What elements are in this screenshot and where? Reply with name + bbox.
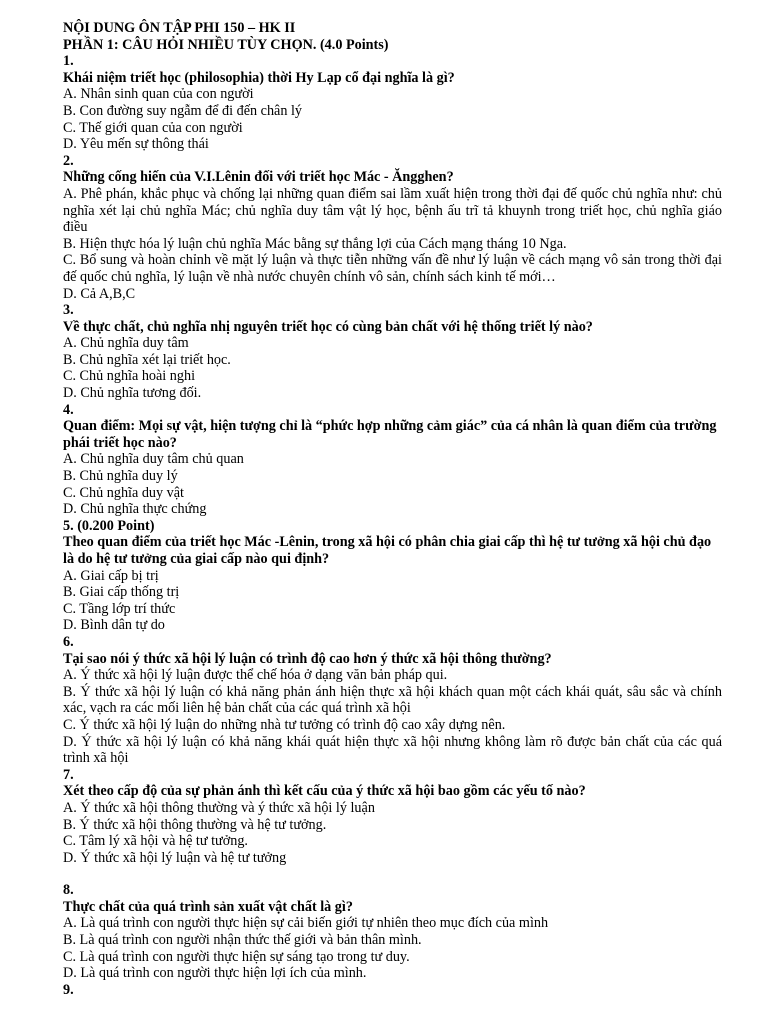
question-text: Khái niệm triết học (philosophia) thời Hy Lạp cổ đại nghĩa là gì?: [63, 69, 455, 86]
answer-option: D. Chủ nghĩa tương đối.: [63, 385, 202, 402]
question-block: [63, 767, 722, 867]
answer-option: A. Ý thức xã hội lý luận được thể chế hóa ở dạng văn bản pháp qui.: [63, 667, 448, 684]
answer-option: D. Cả A,B,C: [63, 285, 136, 302]
answer-option: A. Là quá trình con người thực hiện sự cải biến giới tự nhiên theo mục đích của mình: [63, 915, 549, 932]
question-block: [63, 634, 722, 767]
answer-option: A. Giai cấp bị trị: [63, 567, 159, 584]
question-number: 8.: [63, 882, 74, 899]
question-list: [63, 53, 722, 998]
question-text: Tại sao nói ý thức xã hội lý luận có trình độ cao hơn ý thức xã hội thông thường?: [63, 650, 552, 667]
question-number: 3.: [63, 302, 74, 319]
answer-option: C. Ý thức xã hội lý luận do những nhà tư tưởng có trình độ cao xây dựng nên.: [63, 716, 506, 733]
question-number: 2.: [63, 152, 74, 169]
answer-option: C. Chủ nghĩa hoài nghi: [63, 368, 196, 385]
answer-option: D. Bình dân tự do: [63, 617, 165, 634]
question-text: Thực chất của quá trình sản xuất vật chất là gì?: [63, 898, 353, 915]
part-heading: PHẦN 1: CÂU HỎI NHIỀU TÙY CHỌN. (4.0 Points): [63, 36, 389, 53]
answer-option: B. Giai cấp thống trị: [63, 584, 180, 601]
answer-option: B. Ý thức xã hội lý luận có khả năng phản ánh hiện thực xã hội khách quan một cách khái quát, sâu sắc và chính xác, vạch ra các mối liên hệ bản chất của các quá trình xã hội: [63, 683, 722, 717]
answer-option: A. Chủ nghĩa duy tâm chủ quan: [63, 451, 244, 468]
answer-option: C. Thế giới quan của con người: [63, 119, 243, 136]
answer-option: D. Ý thức xã hội lý luận có khả năng khái quát hiện thực xã hội nhưng không làm rõ được bản chất của các quá trình xã hội: [63, 733, 722, 767]
answer-option: A. Chủ nghĩa duy tâm: [63, 335, 189, 352]
question-number: 1.: [63, 53, 74, 70]
question-text: Theo quan điểm của triết học Mác -Lênin, trong xã hội có phân chia giai cấp thì hệ tư tưởng xã hội chủ đạo là do hệ tư tưởng của giai cấp nào qui định?: [63, 534, 712, 567]
blank-line: [63, 866, 722, 882]
question-number: 6.: [63, 633, 74, 650]
answer-option: B. Con đường suy ngẫm để đi đến chân lý: [63, 102, 303, 119]
question-block: [63, 402, 722, 518]
answer-option: B. Chủ nghĩa xét lại triết học.: [63, 351, 231, 368]
answer-option: B. Ý thức xã hội thông thường và hệ tư tưởng.: [63, 816, 327, 833]
answer-option: C. Tâm lý xã hội và hệ tư tưởng.: [63, 833, 248, 850]
answer-option: D. Chủ nghĩa thực chứng: [63, 501, 207, 518]
answer-option: B. Là quá trình con người nhận thức thế giới và bản thân mình.: [63, 932, 422, 949]
question-block: [63, 982, 722, 999]
answer-option: D. Yêu mến sự thông thái: [63, 136, 209, 153]
question-text: Những cống hiến của V.I.Lênin đối với triết học Mác - Ăngghen?: [63, 169, 454, 186]
answer-option: C. Tầng lớp trí thức: [63, 600, 176, 617]
question-number: 5. (0.200 Point): [63, 517, 155, 534]
question-block: [63, 302, 722, 402]
answer-option: B. Chủ nghĩa duy lý: [63, 468, 178, 485]
answer-option: C. Là quá trình con người thực hiện sự sáng tạo trong tư duy.: [63, 948, 410, 965]
question-block: [63, 153, 722, 302]
answer-option: C. Bổ sung và hoàn chỉnh về mặt lý luận và thực tiễn những vấn đề như lý luận về cách mạng vô sản trong thời đại đế quốc chủ nghĩa, lý luận về nhà nước chuyên chính vô sản, chính sách kinh tế mới…: [63, 252, 722, 285]
answer-option: D. Ý thức xã hội lý luận và hệ tư tưởng: [63, 849, 287, 866]
question-number: 7.: [63, 766, 74, 783]
answer-option: A. Phê phán, khắc phục và chống lại những quan điểm sai lầm xuất hiện trong thời đại đế quốc chủ nghĩa như: chủ nghĩa xét lại chủ nghĩa Mác; chủ nghĩa duy tâm vật lý học, bệnh ấu trĩ tả khuynh trong triết học, chủ nghĩa giáo điều: [63, 185, 722, 236]
question-block: [63, 518, 722, 634]
question-text: Quan điểm: Mọi sự vật, hiện tượng chỉ là “phức hợp những cảm giác” của cá nhân là quan điểm của trường phái triết học nào?: [63, 418, 717, 451]
answer-option: A. Nhân sinh quan của con người: [63, 86, 254, 103]
answer-option: D. Là quá trình con người thực hiện lợi ích của mình.: [63, 965, 367, 982]
question-text: Về thực chất, chủ nghĩa nhị nguyên triết học có cùng bản chất với hệ thống triết lý nào?: [63, 318, 593, 335]
question-block: [63, 53, 722, 153]
question-number: 4.: [63, 401, 74, 418]
answer-option: A. Ý thức xã hội thông thường và ý thức xã hội lý luận: [63, 799, 375, 816]
question-text: Xét theo cấp độ của sự phản ánh thì kết cấu của ý thức xã hội bao gồm các yếu tố nào?: [63, 783, 586, 800]
question-number: 9.: [63, 981, 74, 998]
answer-option: C. Chủ nghĩa duy vật: [63, 484, 184, 501]
document-title: NỘI DUNG ÔN TẬP PHI 150 – HK II: [63, 20, 296, 36]
answer-option: B. Hiện thực hóa lý luận chủ nghĩa Mác bằng sự thắng lợi của Cách mạng tháng 10 Nga.: [63, 235, 567, 252]
question-block: [63, 882, 722, 982]
